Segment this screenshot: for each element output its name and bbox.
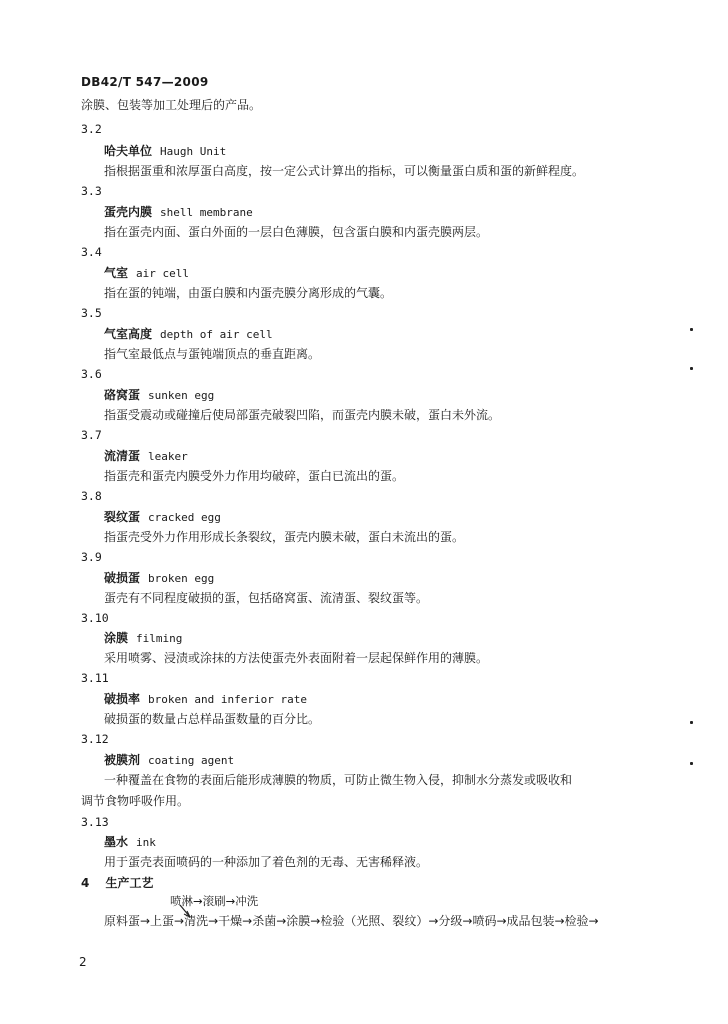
term-cn: 破损蛋 [104,571,141,585]
term-definition: 一种覆盖在食物的表面后能形成薄膜的物质，可防止微生物入侵，抑制水分蒸发或吸收和 [104,773,573,787]
term-definition: 指蛋壳受外力作用形成长条裂纹，蛋壳内膜未破，蛋白未流出的蛋。 [104,530,465,544]
term-heading [104,266,189,281]
term-en: depth of air cell [160,328,273,341]
term-heading [104,835,156,850]
term-en: coating agent [148,754,235,767]
section-number: 3.4 [81,245,102,259]
term-en: filming [136,632,183,645]
intro-line: 涂膜、包装等加工处理后的产品。 [81,98,262,112]
term-heading [104,205,253,220]
term-cn: 哈夫单位 [104,144,153,158]
term-definition: 蛋壳有不同程度破损的蛋，包括硌窝蛋、流清蛋、裂纹蛋等。 [104,591,429,605]
term-heading [104,449,188,464]
section-number: 3.2 [81,122,102,136]
term-en: air cell [136,267,189,280]
section-number: 3.13 [81,815,109,829]
section-number: 3.9 [81,550,102,564]
term-en: broken egg [148,572,215,585]
term-cn: 破损率 [104,692,141,706]
section-number: 3.11 [81,671,109,685]
term-cn: 被膜剂 [104,753,141,767]
scan-mark [690,762,693,765]
process-sub-flow: 喷淋→滚刷→冲洗 [170,894,259,908]
term-heading [104,692,307,707]
term-heading [104,631,182,646]
term-definition: 指气室最低点与蛋钝端顶点的垂直距离。 [104,347,321,361]
term-definition: 指蛋壳和蛋壳内膜受外力作用均破碎，蛋白已流出的蛋。 [104,469,405,483]
scan-mark [690,328,693,331]
term-en: leaker [148,450,188,463]
chapter-title: 生产工艺 [105,876,154,890]
term-cn: 气室高度 [104,327,153,341]
section-number: 3.5 [81,306,102,320]
chapter-number: 4 [81,876,90,890]
term-heading [104,144,226,159]
term-definition-continued: 调节食物呼吸作用。 [81,794,190,808]
term-en: ink [136,836,156,849]
term-heading [104,388,214,403]
term-en: sunken egg [148,389,215,402]
term-en: broken and inferior rate [148,693,307,706]
scan-mark [690,367,693,370]
section-number: 3.12 [81,732,109,746]
section-number: 3.10 [81,611,109,625]
section-number: 3.3 [81,184,102,198]
page-number: 2 [79,955,87,969]
term-definition: 指蛋受震动或碰撞后使局部蛋壳破裂凹陷，而蛋壳内膜未破，蛋白未外流。 [104,408,501,422]
standard-header: DB42/T 547—2009 [81,75,209,89]
term-cn: 墨水 [104,835,129,849]
term-en: shell membrane [160,206,253,219]
term-definition: 采用喷雾、浸渍或涂抹的方法使蛋壳外表面附着一层起保鲜作用的薄膜。 [104,651,489,665]
term-definition: 指根据蛋重和浓厚蛋白高度，按一定公式计算出的指标，可以衡量蛋白质和蛋的新鲜程度。 [104,164,585,178]
term-cn: 流清蛋 [104,449,141,463]
scan-mark [690,721,693,724]
section-number: 3.6 [81,367,102,381]
term-definition: 用于蛋壳表面喷码的一种添加了着色剂的无毒、无害稀释液。 [104,855,429,869]
term-cn: 气室 [104,266,129,280]
term-cn: 涂膜 [104,631,129,645]
term-cn: 裂纹蛋 [104,510,141,524]
term-heading [104,327,273,342]
term-cn: 硌窝蛋 [104,388,141,402]
section-number: 3.7 [81,428,102,442]
term-heading [104,753,234,768]
term-en: Haugh Unit [160,145,227,158]
term-heading [104,510,221,525]
chapter-heading [81,876,154,890]
term-definition: 指在蛋壳内面、蛋白外面的一层白色薄膜，包含蛋白膜和内蛋壳膜两层。 [104,225,489,239]
term-cn: 蛋壳内膜 [104,205,153,219]
term-en: cracked egg [148,511,221,524]
term-heading [104,571,214,586]
term-definition: 破损蛋的数量占总样品蛋数量的百分比。 [104,712,321,726]
process-main-flow: 原料蛋→上蛋→清洗→干燥→杀菌→涂膜→检验（光照、裂纹）→分级→喷码→成品包装→检验→ [104,914,599,928]
term-definition: 指在蛋的钝端，由蛋白膜和内蛋壳膜分离形成的气囊。 [104,286,393,300]
section-number: 3.8 [81,489,102,503]
